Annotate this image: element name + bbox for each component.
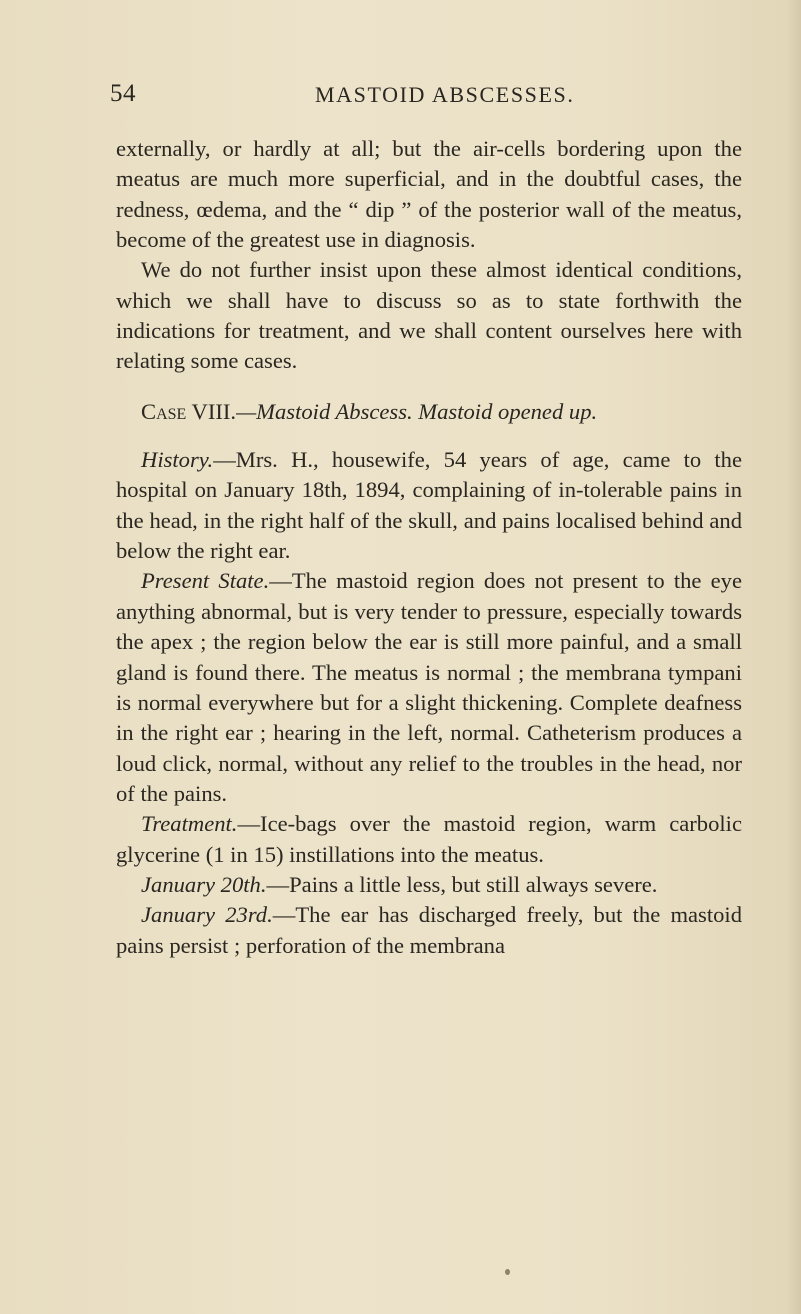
present-state-text: —The mastoid region does not present to the eye anything abnormal, but is very tender to pressure, especially towards the apex ; the region below the ear is still more painful, and a small gland is found there. The meatus is normal ; the membrana tympani is normal everywhere but for a slight thickening. Complete deafness in the right ear ; hearing in the left, normal. Catheterism produces a loud click, normal, without any relief to the troubles in the head, nor of the pains. [116,568,743,806]
case-title: —Mastoid Abscess. Mastoid opened up. [236,398,598,424]
jan23-paragraph [116,900,742,961]
ink-spot [505,1269,510,1275]
jan20-paragraph [116,870,742,900]
paragraph-2: We do not further insist upon these almost identical conditions, which we shall have to discuss so as to state forthwith the indications for treatment, and we shall content ourselves here with relating some cases. [116,257,742,374]
jan20-label: January 20th. [141,871,267,897]
present-state-paragraph [116,566,742,809]
treatment-paragraph [116,809,742,870]
present-state-label: Present State. [141,568,270,594]
body-text [116,134,742,961]
page-header [110,80,740,110]
treatment-text: —Ice-bags over the mastoid region, warm carbolic glycerine (1 in 15) instillations into the meatus. [116,811,742,867]
history-label: History. [141,447,214,473]
paragraph-1: externally, or hardly at all; but the air-cells bordering upon the meatus are much more superficial, and in the doubtful cases, the redness, œdema, and the “ dip ” of the posterior wall of the meatus, become of the greatest use in diagnosis. [116,136,742,253]
case-number: VIII. [191,398,237,424]
case-label: Case [141,398,187,424]
treatment-label: Treatment. [141,811,238,837]
jan23-label: January 23rd. [141,902,273,928]
history-text: —Mrs. H., housewife, 54 years of age, came to the hospital on January 18th, 1894, complaining of in-tolerable pains in the head, in the right half of the skull, and pains localised behind and below the right ear. [116,447,742,564]
jan20-text: —Pains a little less, but still always severe. [266,871,658,897]
page-edge-shadow [787,0,801,1314]
running-head: MASTOID ABSCESSES. [315,82,575,107]
page-number: 54 [110,80,136,107]
jan23-text: —The ear has discharged freely, but the mastoid pains persist ; perforation of the membrana [116,902,742,958]
case-heading [116,397,742,427]
history-paragraph [116,445,742,566]
